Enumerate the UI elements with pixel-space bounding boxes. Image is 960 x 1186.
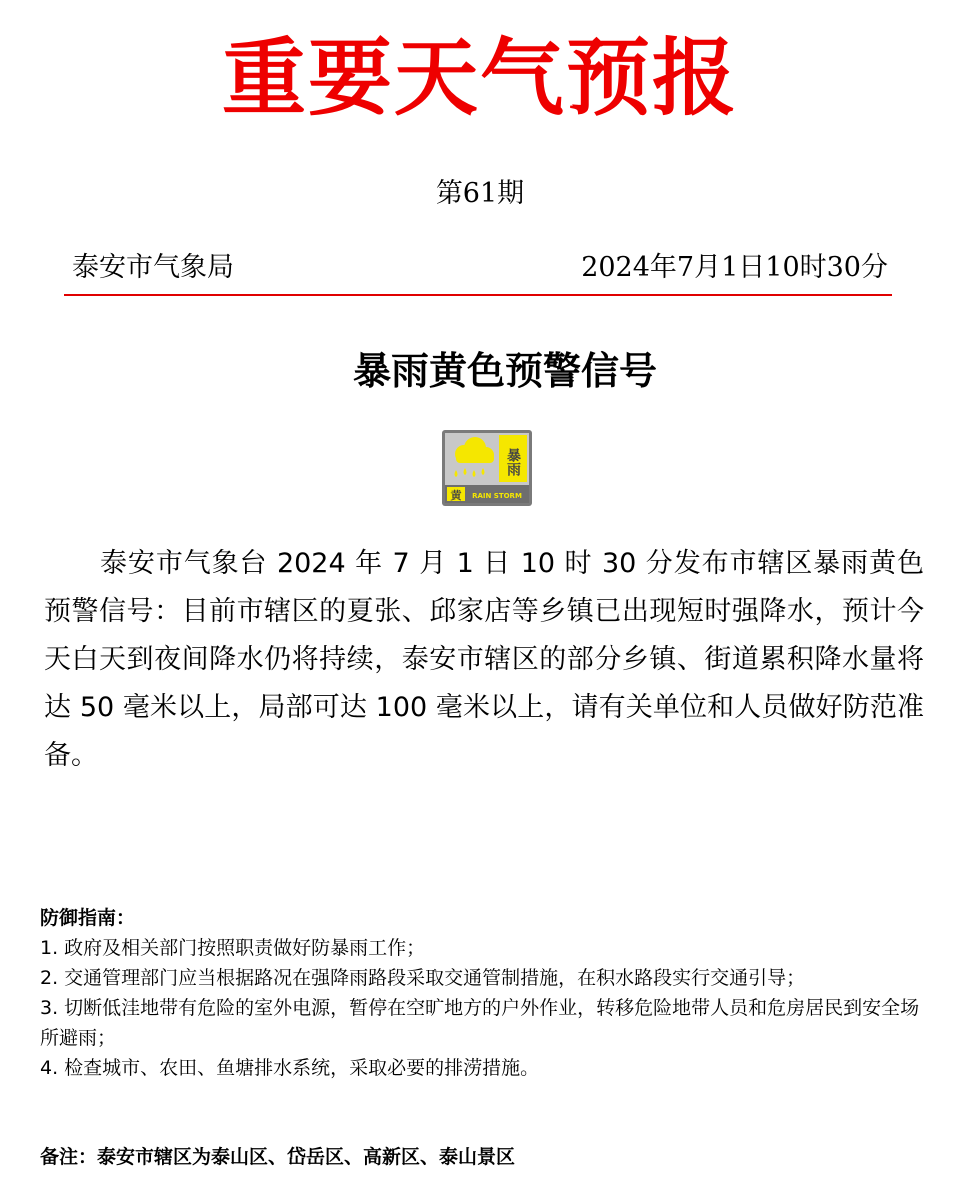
header-divider	[64, 294, 892, 296]
badge-english-text: RAIN STORM	[472, 492, 522, 500]
rainstorm-yellow-warning-icon	[442, 430, 532, 506]
guidance-item: 1. 政府及相关部门按照职责做好防暴雨工作；	[40, 937, 426, 959]
badge-main-text: 暴雨	[505, 448, 521, 476]
issue-number: 第61期	[435, 178, 525, 209]
guidance-title: 防御指南：	[40, 907, 136, 929]
issuing-agency: 泰安市气象局	[72, 252, 234, 283]
warning-body-paragraph: 泰安市气象台 2024 年 7 月 1 日 10 时 30 分发布市辖区暴雨黄色预警信号：目前市辖区的夏张、邱家店等乡镇已出现短时强降水，预计今天白天到夜间降水仍将持续，泰安市辖区的部分乡镇、街道累积降水量将达 50 毫米以上，局部可达 100 毫米以上，请有关单位和人员做好防范准备。	[44, 548, 924, 771]
defense-guidance	[40, 903, 928, 1083]
issue-date: 2024年7月1日10时30分	[581, 252, 888, 283]
badge-level-text: 黄	[450, 489, 462, 502]
guidance-item: 3. 切断低洼地带有危险的室外电源，暂停在空旷地方的户外作业，转移危险地带人员和危房居民到安全场所避雨；	[40, 997, 920, 1049]
warning-title: 暴雨黄色预警信号	[352, 348, 657, 393]
guidance-item: 2. 交通管理部门应当根据路况在强降雨路段采取交通管制措施，在积水路段实行交通引导；	[40, 967, 806, 989]
remarks-note: 备注：泰安市辖区为泰山区、岱岳区、高新区、泰山景区	[40, 1146, 516, 1168]
guidance-item: 4. 检查城市、农田、鱼塘排水系统，采取必要的排涝措施。	[40, 1057, 540, 1079]
document-masthead: 重要天气预报	[221, 28, 738, 127]
